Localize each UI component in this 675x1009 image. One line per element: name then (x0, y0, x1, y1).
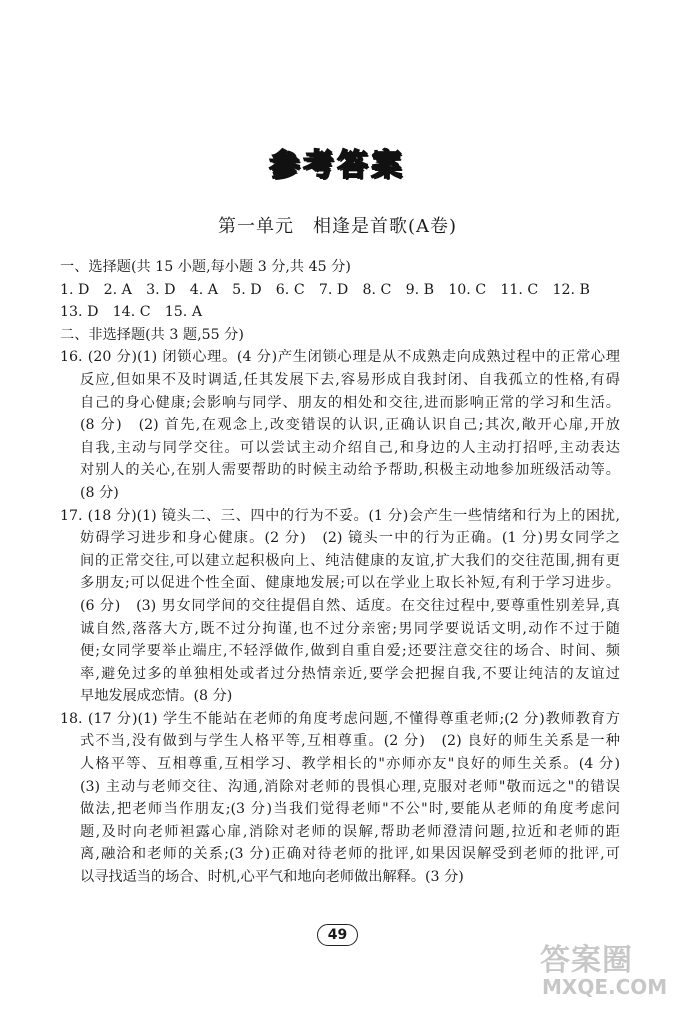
q16-line: 16. (20 分)(1) 闭锁心理。(4 分)产生闭锁心理是从不成熟走向成熟过程中的正常心理 (60, 349, 620, 366)
q18-line: 题,及时向老师袒露心扉,消除对老师的误解,帮助老师澄清问题,拉近和老师的距 (80, 823, 620, 840)
q18-line: 式不当,没有做到与学生人格平等,互相尊重。(2 分) (2) 良好的师生关系是一种 (80, 733, 620, 750)
choice-answers-row-2: 13. D 14. C 15. A (60, 304, 203, 321)
watermark-logo-text: 答案圈 (540, 943, 633, 978)
q18-line: (3) 主动与老师交往、沟通,消除对老师的畏惧心理,克服对老师"敬而远之"的错误 (80, 778, 620, 795)
q18-line: 做法,把老师当作朋友;(3 分)当我们觉得老师"不公"时,要能从老师的角度考虑问 (80, 801, 620, 818)
q16-line: 对别人的关心,在别人需要帮助的时候主动给予帮助,积极主动地参加班级活动等。 (80, 462, 620, 479)
q16-line: (8 分) (2) 首先,在观念上,改变错误的认识,正确认识自己;其次,敞开心扉,开放 (80, 417, 620, 434)
watermark (540, 935, 670, 1005)
page-number: 49 (317, 924, 358, 946)
q17-line: 便;女同学要举止端庄,不轻浮做作,做到自重自爱;还要注意交往的场合、时间、频 (80, 643, 620, 660)
q18-line: 离,融洽和老师的关系;(3 分)正确对待老师的批评,如果因误解受到老师的批评,可 (80, 846, 620, 863)
watermark-url: MXQE.COM (542, 975, 668, 999)
q17-line: 率,避免过多的单独相处或者过分热情亲近,要学会把握自我,不要让纯洁的友谊过 (80, 665, 620, 682)
q17-line: 诚自然,落落大方,既不过分拘谨,也不过分亲密;男同学要说话文明,动作不过于随 (80, 620, 620, 637)
q18-line: 人格平等、互相尊重,互相学习、教学相长的"亦师亦友"良好的师生关系。(4 分) (80, 756, 620, 773)
q17-line: 间的正常交往,可以建立起积极向上、纯洁健康的友谊,扩大我们的交往范围,拥有更 (80, 552, 620, 569)
q16-line: 自己的身心健康;会影响与同学、朋友的相处和交往,进而影响正常的学习和生活。 (80, 394, 620, 411)
answer-content (60, 256, 620, 889)
q18-line: 以寻找适当的场合、时机,心平气和地向老师做出解释。(3 分) (80, 869, 464, 886)
q18-line: 18. (17 分)(1) 学生不能站在老师的角度考虑问题,不懂得尊重老师;(2 分)教师教育方 (60, 710, 620, 727)
q16-line: (8 分) (80, 484, 119, 501)
unit-title: 第一单元 相逢是首歌(A卷) (217, 216, 458, 237)
q17-line: 17. (18 分)(1) 镜头二、三、四中的行为不妥。(1 分)会产生一些情绪和行为上的困扰, (60, 507, 620, 524)
choice-answers-row-1: 1. D 2. A 3. D 4. A 5. D 6. C 7. D 8. C 9. B 10. C 11. C 12. B (60, 281, 590, 298)
page-title: 参考答案 (269, 148, 406, 183)
q17-line: (6 分) (3) 男女同学间的交往提倡自然、适度。在交往过程中,要尊重性别差异,真 (80, 597, 620, 614)
section-heading-choice: 一、选择题(共 15 小题,每小题 3 分,共 45 分) (60, 259, 351, 275)
q16-line: 自我,主动与同学交往。可以尝试主动介绍自己,和身边的人主动打招呼,主动表达 (80, 439, 620, 456)
q17-line: 妨碍学习进步和身心健康。(2 分) (2) 镜头一中的行为正确。(1 分)男女同学之 (80, 530, 620, 547)
section-heading-nonchoice: 二、非选择题(共 3 题,55 分) (60, 326, 244, 343)
q17-line: 早地发展成恋情。(8 分) (80, 688, 233, 705)
q17-line: 多朋友;可以促进个性全面、健康地发展;可以在学业上取长补短,有利于学习进步。 (80, 575, 620, 592)
q16-line: 反应,但如果不及时调适,任其发展下去,容易形成自我封闭、自我孤立的性格,有碍 (80, 371, 620, 388)
